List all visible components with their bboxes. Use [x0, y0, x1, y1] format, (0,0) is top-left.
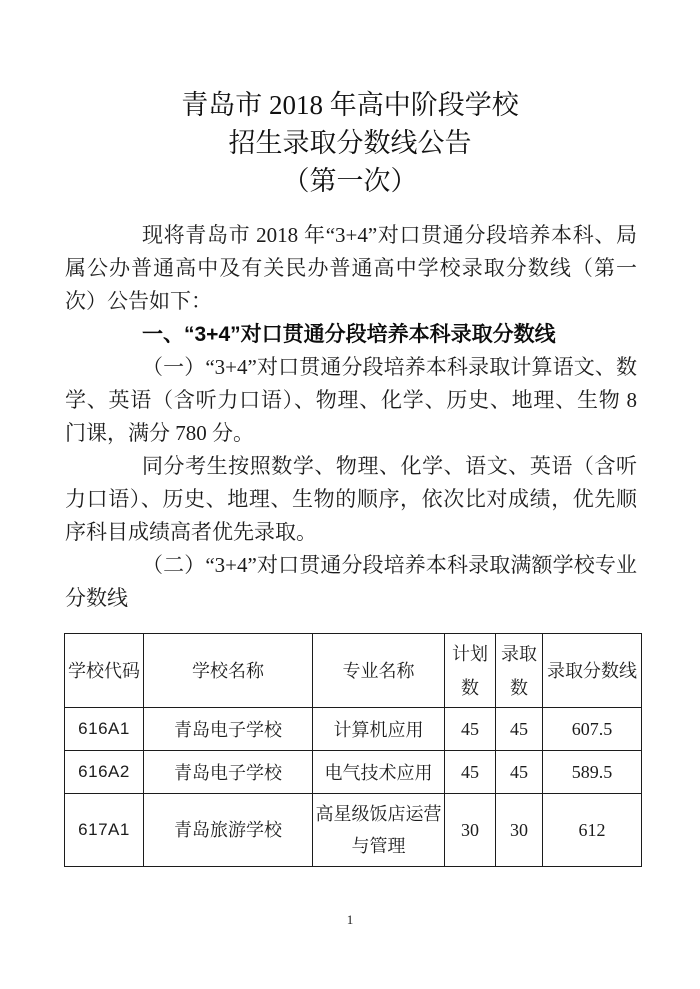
cell-school-code: 616A1 [65, 708, 144, 751]
cell-plan-count: 45 [445, 708, 496, 751]
cell-admitted-count: 30 [496, 794, 543, 867]
cell-plan-count: 30 [445, 794, 496, 867]
cell-school-name: 青岛电子学校 [144, 708, 313, 751]
table-header-row [65, 634, 642, 708]
header-school-name: 学校名称 [144, 634, 313, 708]
cell-school-name: 青岛电子学校 [144, 751, 313, 794]
header-score-line: 录取分数线 [543, 634, 642, 708]
cell-score-line: 612 [543, 794, 642, 867]
header-plan-count: 计划数 [445, 634, 496, 708]
cell-score-line: 607.5 [543, 708, 642, 751]
cell-major-name: 计算机应用 [313, 708, 445, 751]
section-1-heading: 一、“3+4”对口贯通分段培养本科录取分数线 [142, 323, 556, 346]
header-school-code: 学校代码 [65, 634, 144, 708]
cell-school-code: 617A1 [65, 794, 144, 867]
admission-scores-table [64, 633, 642, 867]
section-1-paragraph-2: 同分考生按照数学、物理、化学、语文、英语（含听力口语）、历史、地理、生物的顺序，依次比对成绩，优先顺序科目成绩高者优先录取。 [65, 454, 637, 544]
cell-major-name: 电气技术应用 [313, 751, 445, 794]
cell-school-code: 616A2 [65, 751, 144, 794]
section-1-paragraph-3: （二）“3+4”对口贯通分段培养本科录取满额学校专业分数线 [65, 553, 637, 610]
intro-paragraph: 现将青岛市 2018 年“3+4”对口贯通分段培养本科、局属公办普通高中及有关民办普通高中学校录取分数线（第一次）公告如下： [65, 223, 637, 313]
cell-admitted-count: 45 [496, 751, 543, 794]
title-line-2: 招生录取分数线公告 [228, 128, 472, 158]
cell-admitted-count: 45 [496, 708, 543, 751]
cell-major-name: 高星级饭店运营与管理 [313, 794, 445, 867]
section-1-paragraph-1: （一）“3+4”对口贯通分段培养本科录取计算语文、数学、英语（含听力口语）、物理、化学、历史、地理、生物 8 门课，满分 780 分。 [65, 355, 637, 445]
cell-score-line: 589.5 [543, 751, 642, 794]
title-line-1: 青岛市 2018 年高中阶段学校 [181, 90, 519, 120]
table-row [65, 708, 642, 751]
document-title [0, 0, 700, 200]
document-body [65, 219, 637, 615]
page-number: 1 [346, 912, 354, 927]
header-admitted-count: 录取数 [496, 634, 543, 708]
cell-plan-count: 45 [445, 751, 496, 794]
cell-school-name: 青岛旅游学校 [144, 794, 313, 867]
header-major-name: 专业名称 [313, 634, 445, 708]
title-line-3: （第一次） [282, 166, 418, 196]
table-row [65, 751, 642, 794]
table-row [65, 794, 642, 867]
